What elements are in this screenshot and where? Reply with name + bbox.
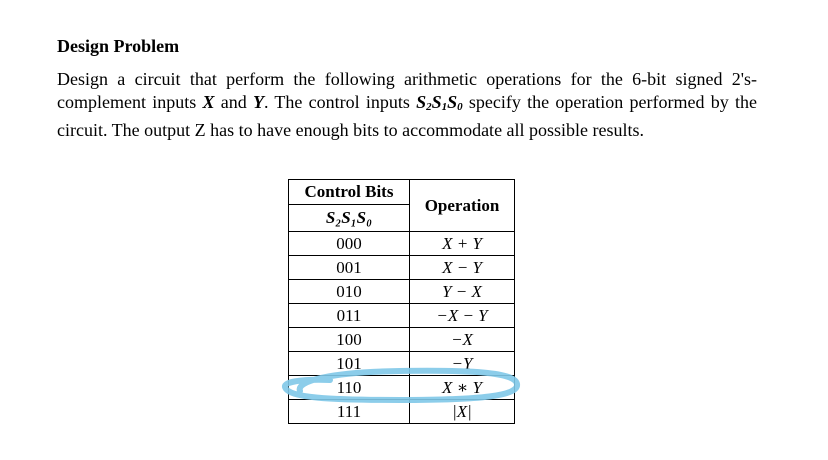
problem-statement bbox=[57, 68, 757, 142]
header-select-bits: S₂S₁S₀ bbox=[289, 205, 410, 232]
text-part-4: specify the operation performed by the circuit. The output Z has to have enough bits to accommodate all possible results. bbox=[57, 92, 757, 140]
control-bits-cell: 000 bbox=[289, 232, 410, 256]
table-row bbox=[289, 304, 515, 328]
table-row bbox=[289, 280, 515, 304]
text-part-3: . The control inputs bbox=[263, 92, 417, 112]
operation-cell: X − Y bbox=[410, 256, 515, 280]
operation-cell: Y − X bbox=[410, 280, 515, 304]
operation-cell: −X bbox=[410, 328, 515, 352]
text-part-2: and bbox=[214, 92, 253, 112]
operation-cell: −X − Y bbox=[410, 304, 515, 328]
text-part-1: Design a circuit that perform the following arithmetic operations for the 6-bit signed 2's-complement inputs bbox=[57, 69, 757, 112]
control-bits-cell: 011 bbox=[289, 304, 410, 328]
input-y: Y bbox=[252, 92, 264, 112]
control-bits-cell: 101 bbox=[289, 352, 410, 376]
operation-cell: X + Y bbox=[410, 232, 515, 256]
control-bits-cell: 001 bbox=[289, 256, 410, 280]
control-s2: $S_2$ bbox=[416, 92, 432, 113]
control-bits-cell: 111 bbox=[289, 400, 410, 424]
header-control-bits: Control Bits bbox=[289, 180, 410, 205]
header-operation: Operation bbox=[410, 180, 515, 232]
table-row bbox=[289, 256, 515, 280]
table-row bbox=[289, 352, 515, 376]
input-x: X bbox=[202, 92, 215, 112]
control-s1: $S_1$ bbox=[431, 92, 448, 113]
operation-cell: |X| bbox=[410, 400, 515, 424]
table-row bbox=[289, 400, 515, 424]
section-heading: Design Problem bbox=[57, 36, 180, 56]
operation-cell: −Y bbox=[410, 352, 515, 376]
operation-cell: X ∗ Y bbox=[410, 376, 515, 400]
operations-table bbox=[288, 179, 515, 424]
table-row-highlighted bbox=[289, 376, 515, 400]
table-row bbox=[289, 328, 515, 352]
table-row bbox=[289, 232, 515, 256]
control-s0: $S_0$ bbox=[447, 92, 463, 113]
control-bits-cell: 010 bbox=[289, 280, 410, 304]
control-bits-cell: 100 bbox=[289, 328, 410, 352]
control-bits-cell: 110 bbox=[289, 376, 410, 400]
